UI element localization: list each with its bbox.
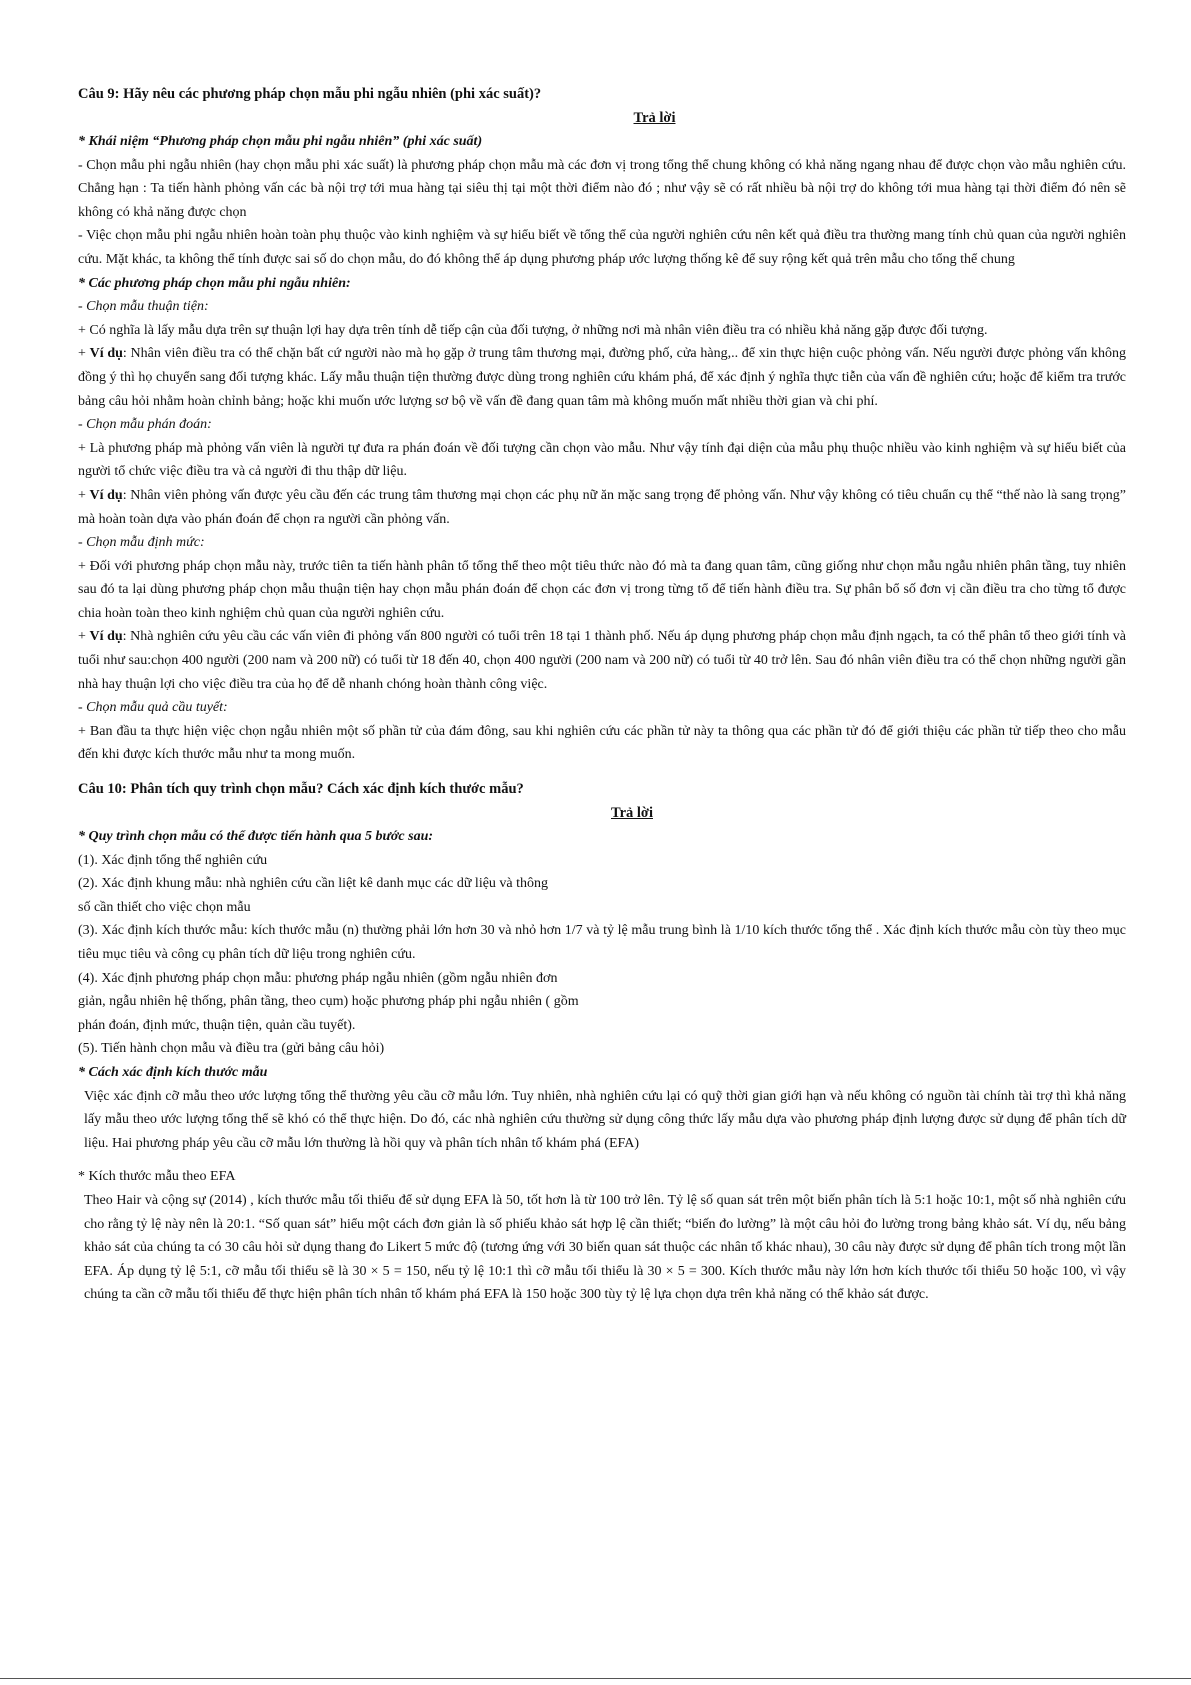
sample-size-heading: * Cách xác định kích thước mẫu (78, 1064, 268, 1080)
concept-paragraph-1: - Chọn mẫu phi ngẫu nhiên (hay chọn mẫu phi xác suất) là phương pháp chọn mẫu mà các đơn vị trong tổng thể chung không có khả năng ngang nhau để được chọn vào mẫu nghiên cứu. Chẳng hạn : Ta tiến hành phỏng vấn các bà nội trợ tới mua hàng tại siêu thị tại một thời điểm nào đó ; như vậy sẽ có rất nhiều bà nội trợ do không tới mua hàng tại thời điểm đó nên sẽ không có khả năng được chọn (78, 157, 1126, 220)
answer-label-9: Trả lời (633, 110, 676, 126)
example-label: Ví dụ (89, 346, 123, 362)
example-label: Ví dụ (89, 629, 123, 645)
question-9-title: Câu 9: Hãy nêu các phương pháp chọn mẫu phi ngẫu nhiên (phi xác suất)? (78, 86, 542, 102)
question-10-title: Câu 10: Phân tích quy trình chọn mẫu? Cách xác định kích thước mẫu? (78, 781, 524, 798)
efa-heading: * Kích thước mẫu theo EFA (78, 1169, 236, 1185)
step-4-line-2: giản, ngẫu nhiên hệ thống, phân tầng, theo cụm) hoặc phương pháp phi ngẫu nhiên ( gồm (78, 994, 579, 1010)
answer-label-10: Trả lời (611, 805, 653, 822)
step-2-line-1: (2). Xác định khung mẫu: nhà nghiên cứu cần liệt kê danh mục các dữ liệu và thông (78, 876, 549, 892)
example-prefix: + (78, 346, 90, 362)
concept-heading: * Khái niệm “Phương pháp chọn mẫu phi ngẫu nhiên” (phi xác suất) (78, 134, 483, 149)
step-5: (5). Tiến hành chọn mẫu và điều tra (gửi bảng câu hỏi) (78, 1041, 385, 1057)
method-snowball-title: - Chọn mẫu quả cầu tuyết: (78, 700, 228, 716)
sample-size-paragraph: Việc xác định cỡ mẫu theo ước lượng tổng thể thường yêu cầu cỡ mẫu lớn. Tuy nhiên, nhà nghiên cứu lại có quỹ thời gian giới hạn và nếu không có nguồn tài chính tài trợ thì khả năng lấy mẫu theo ước lượng tổng thể sẽ khó có thể thực hiện. Do đó, các nhà nghiên cứu thường sử dụng công thức lấy mẫu dựa vào phương pháp định lượng được sử dụng để phân tích dữ liệu. Hai phương pháp yêu cầu cỡ mẫu lớn thường là hồi quy và phân tích nhân tố khám phá (EFA) (84, 1088, 1126, 1151)
document-page (78, 82, 1126, 1307)
step-1: (1). Xác định tổng thể nghiên cứu (78, 852, 268, 868)
step-4-line-1: (4). Xác định phương pháp chọn mẫu: phương pháp ngẫu nhiên (gồm ngẫu nhiên đơn (78, 970, 558, 986)
method-judgment-desc: + Là phương pháp mà phỏng vấn viên là người tự đưa ra phán đoán về đối tượng cần chọn vào mẫu. Như vậy tính đại diện của mẫu phụ thuộc nhiều vào kinh nghiệm và sự hiểu biết của người tổ chức việc điều tra và cả người đi thu thập dữ liệu. (78, 440, 1126, 480)
method-convenience-title: - Chọn mẫu thuận tiện: (78, 299, 209, 315)
process-heading: * Quy trình chọn mẫu có thể được tiến hành qua 5 bước sau: (78, 829, 434, 845)
example-text: : Nhân viên điều tra có thể chặn bất cứ người nào mà họ gặp ở trung tâm thương mại, đường phố, cửa hàng,.. để xin thực hiện cuộc phỏng vấn. Nếu người được phỏng vấn không đồng ý thì họ chuyển sang đối tượng khác. Lấy mẫu thuận tiện thường được dùng trong nghiên cứu khám phá, để xác định ý nghĩa thực tiễn của vấn đề nghiên cứu; hoặc để kiểm tra trước bảng câu hỏi nhằm hoàn chỉnh bảng; hoặc khi muốn ước lượng sơ bộ về vấn đề đang quan tâm mà không muốn mất nhiều thời gian và chi phí. (78, 346, 1126, 409)
example-prefix: + (78, 629, 90, 645)
step-4-line-3: phán đoán, định mức, thuận tiện, quản cầu tuyết). (78, 1017, 356, 1033)
concept-paragraph-2: - Việc chọn mẫu phi ngẫu nhiên hoàn toàn phụ thuộc vào kinh nghiệm và sự hiểu biết về tổng thể của người nghiên cứu nên kết quả điều tra thường mang tính chủ quan của người nghiên cứu. Mặt khác, ta không thể tính được sai số do chọn mẫu, do đó không thể áp dụng phương pháp ước lượng thống kê để suy rộng kết quả trên mẫu cho tổng thể chung (78, 228, 1126, 267)
methods-heading: * Các phương pháp chọn mẫu phi ngẫu nhiên: (78, 275, 351, 291)
method-quota-title: - Chọn mẫu định mức: (78, 535, 205, 551)
method-judgment-title: - Chọn mẫu phán đoán: (78, 417, 212, 433)
method-convenience-desc: + Có nghĩa là lấy mẫu dựa trên sự thuận lợi hay dựa trên tính dễ tiếp cận của đối tượng, ở những nơi mà nhân viên điều tra có nhiều khả năng gặp được đối tượng. (78, 322, 988, 338)
method-quota-example (78, 625, 1126, 696)
step-2-line-2: số cần thiết cho việc chọn mẫu (78, 899, 251, 915)
method-quota-desc: + Đối với phương pháp chọn mẫu này, trước tiên ta tiến hành phân tổ tổng thể theo một tiêu thức nào đó mà ta đang quan tâm, cũng giống như chọn mẫu ngẫu nhiên phân tầng, tuy nhiên sau đó ta lại dùng phương pháp chọn mẫu thuận tiện hay chọn mẫu phán đoán để chọn các đơn vị trong từng tổ để tiến hành điều tra. Sự phân bổ số đơn vị cần điều tra cho từng tổ được chia hoàn toàn theo kinh nghiệm chủ quan của người nghiên cứu. (78, 558, 1126, 621)
method-snowball-desc: + Ban đầu ta thực hiện việc chọn ngẫu nhiên một số phần tử của đám đông, sau khi nghiên cứu các phần tử này ta thông qua các phần tử đó để giới thiệu các phần tử tiếp theo cho mẫu đến khi được kích thước mẫu như ta mong muốn. (78, 723, 1126, 763)
example-label: Ví dụ (89, 487, 123, 503)
example-text: : Nhà nghiên cứu yêu cầu các vấn viên đi phỏng vấn 800 người có tuổi trên 18 tại 1 thành phố. Nếu áp dụng phương pháp chọn mẫu định ngạch, ta có thể phân tổ theo giới tính và tuổi như sau:chọn 400 người (200 nam và 200 nữ) có tuổi từ 18 đến 40, chọn 400 người (200 nam và 200 nữ) có tuổi từ 40 trở lên. Sau đó nhân viên điều tra có thể chọn những người gần nhà hay thuận lợi cho việc điều tra của họ để dễ nhanh chóng hoàn thành công việc. (78, 629, 1126, 692)
method-judgment-example (78, 484, 1126, 531)
example-text: : Nhân viên phỏng vấn được yêu cầu đến các trung tâm thương mại chọn các phụ nữ ăn mặc sang trọng để phỏng vấn. Như vậy không có tiêu chuẩn cụ thể “thế nào là sang trọng” mà hoàn toàn dựa vào phán đoán để chọn ra người cần phỏng vấn. (78, 487, 1126, 527)
efa-paragraph: Theo Hair và cộng sự (2014) , kích thước mẫu tối thiểu để sử dụng EFA là 50, tốt hơn là từ 100 trở lên. Tỷ lệ số quan sát trên một biến phân tích là 5:1 hoặc 10:1, một số nhà nghiên cứu cho rằng tỷ lệ này nên là 20:1. “Số quan sát” hiểu một cách đơn giản là số phiếu khảo sát hợp lệ cần thiết; “biến đo lường” là một câu hỏi đo lường trong bảng khảo sát. Ví dụ, nếu bảng khảo sát của chúng ta có 30 câu hỏi sử dụng thang đo Likert 5 mức độ (tương ứng với 30 biến quan sát thuộc các nhân tố khác nhau), 30 câu này được sử dụng để phân tích trong một lần EFA. Áp dụng tỷ lệ 5:1, cỡ mẫu tối thiểu sẽ là 30 × 5 = 150, nếu tỷ lệ 10:1 thì cỡ mẫu tối thiểu là 30 × 5 = 300. Kích thước mẫu này lớn hơn kích thước tối thiểu 50 hoặc 100, vì vậy chúng ta cần cỡ mẫu tối thiểu để thực hiện phân tích nhân tố khám phá EFA là 150 hoặc 300 tùy tỷ lệ lựa chọn dựa trên khả năng có thể khảo sát được. (84, 1192, 1126, 1303)
step-3: (3). Xác định kích thước mẫu: kích thước mẫu (n) thường phải lớn hơn 30 và nhỏ hơn 1/7 và tỷ lệ mẫu trung bình là 1/10 kích thước tổng thể . Xác định kích thước mẫu còn tùy theo mục tiêu mục tiêu và công cụ phân tích dữ liệu trong nghiên cứu. (78, 923, 1126, 962)
page-bottom-rule (0, 1678, 1191, 1679)
method-convenience-example (78, 342, 1126, 413)
example-prefix: + (78, 487, 90, 503)
